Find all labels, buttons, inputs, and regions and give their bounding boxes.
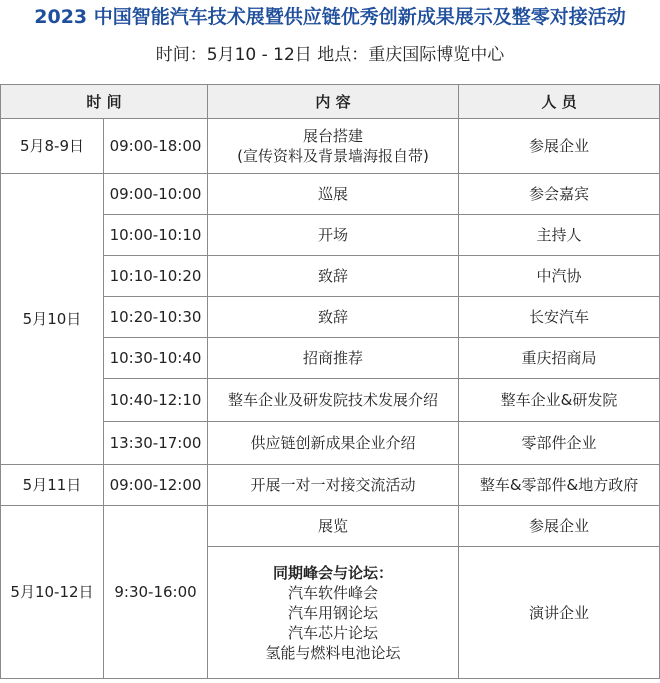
schedule-table bbox=[0, 84, 660, 679]
content-line: 展台搭建 bbox=[303, 127, 364, 145]
column-header-content: 内 容 bbox=[208, 85, 459, 119]
forum-item: 氢能与燃料电池论坛 bbox=[265, 643, 401, 662]
forum-heading: 同期峰会与论坛： bbox=[273, 563, 394, 582]
people-cell: 主持人 bbox=[459, 215, 660, 256]
people-cell: 参会嘉宾 bbox=[459, 174, 660, 215]
content-cell: 开场 bbox=[208, 215, 459, 256]
date-cell: 5月11日 bbox=[1, 465, 104, 506]
content-cell: 整车企业及研发院技术发展介绍 bbox=[208, 379, 459, 422]
date-cell: 5月10日 bbox=[1, 174, 104, 465]
time-cell: 9:30-16:00 bbox=[104, 506, 208, 679]
people-cell: 中汽协 bbox=[459, 256, 660, 297]
table-row bbox=[1, 174, 660, 215]
people-cell: 零部件企业 bbox=[459, 422, 660, 465]
content-cell: 巡展 bbox=[208, 174, 459, 215]
content-cell bbox=[208, 119, 459, 174]
people-cell: 演讲企业 bbox=[459, 547, 660, 679]
content-cell: 致辞 bbox=[208, 297, 459, 338]
page-title: 2023 中国智能汽车技术展暨供应链优秀创新成果展示及整零对接活动 bbox=[34, 6, 626, 28]
forum-item: 汽车用钢论坛 bbox=[288, 603, 379, 622]
date-cell: 5月10-12日 bbox=[1, 506, 104, 679]
time-cell: 09:00-18:00 bbox=[104, 119, 208, 174]
forum-cell bbox=[208, 547, 459, 679]
time-cell: 10:10-10:20 bbox=[104, 256, 208, 297]
time-cell: 10:30-10:40 bbox=[104, 338, 208, 379]
time-cell: 10:20-10:30 bbox=[104, 297, 208, 338]
people-cell: 整车企业&研发院 bbox=[459, 379, 660, 422]
column-header-time: 时 间 bbox=[1, 85, 208, 119]
people-cell: 整车&零部件&地方政府 bbox=[459, 465, 660, 506]
time-cell: 10:00-10:10 bbox=[104, 215, 208, 256]
content-cell: 招商推荐 bbox=[208, 338, 459, 379]
forum-item: 汽车软件峰会 bbox=[288, 583, 379, 602]
time-cell: 09:00-12:00 bbox=[104, 465, 208, 506]
table-row bbox=[1, 506, 660, 547]
content-cell: 致辞 bbox=[208, 256, 459, 297]
people-cell: 长安汽车 bbox=[459, 297, 660, 338]
time-cell: 13:30-17:00 bbox=[104, 422, 208, 465]
page-subtitle: 时间：5月10 - 12日 地点：重庆国际博览中心 bbox=[155, 45, 505, 65]
time-cell: 10:40-12:10 bbox=[104, 379, 208, 422]
people-cell: 重庆招商局 bbox=[459, 338, 660, 379]
table-row bbox=[1, 119, 660, 174]
table-row bbox=[1, 465, 660, 506]
table-header-row bbox=[1, 85, 660, 119]
date-cell: 5月8-9日 bbox=[1, 119, 104, 174]
forum-item: 汽车芯片论坛 bbox=[288, 623, 379, 642]
content-line: (宣传资料及背景墙海报自带) bbox=[237, 147, 429, 165]
people-cell: 参展企业 bbox=[459, 506, 660, 547]
people-cell: 参展企业 bbox=[459, 119, 660, 174]
time-cell: 09:00-10:00 bbox=[104, 174, 208, 215]
column-header-people: 人 员 bbox=[459, 85, 660, 119]
content-cell: 供应链创新成果企业介绍 bbox=[208, 422, 459, 465]
content-cell: 开展一对一对接交流活动 bbox=[208, 465, 459, 506]
content-cell: 展览 bbox=[208, 506, 459, 547]
